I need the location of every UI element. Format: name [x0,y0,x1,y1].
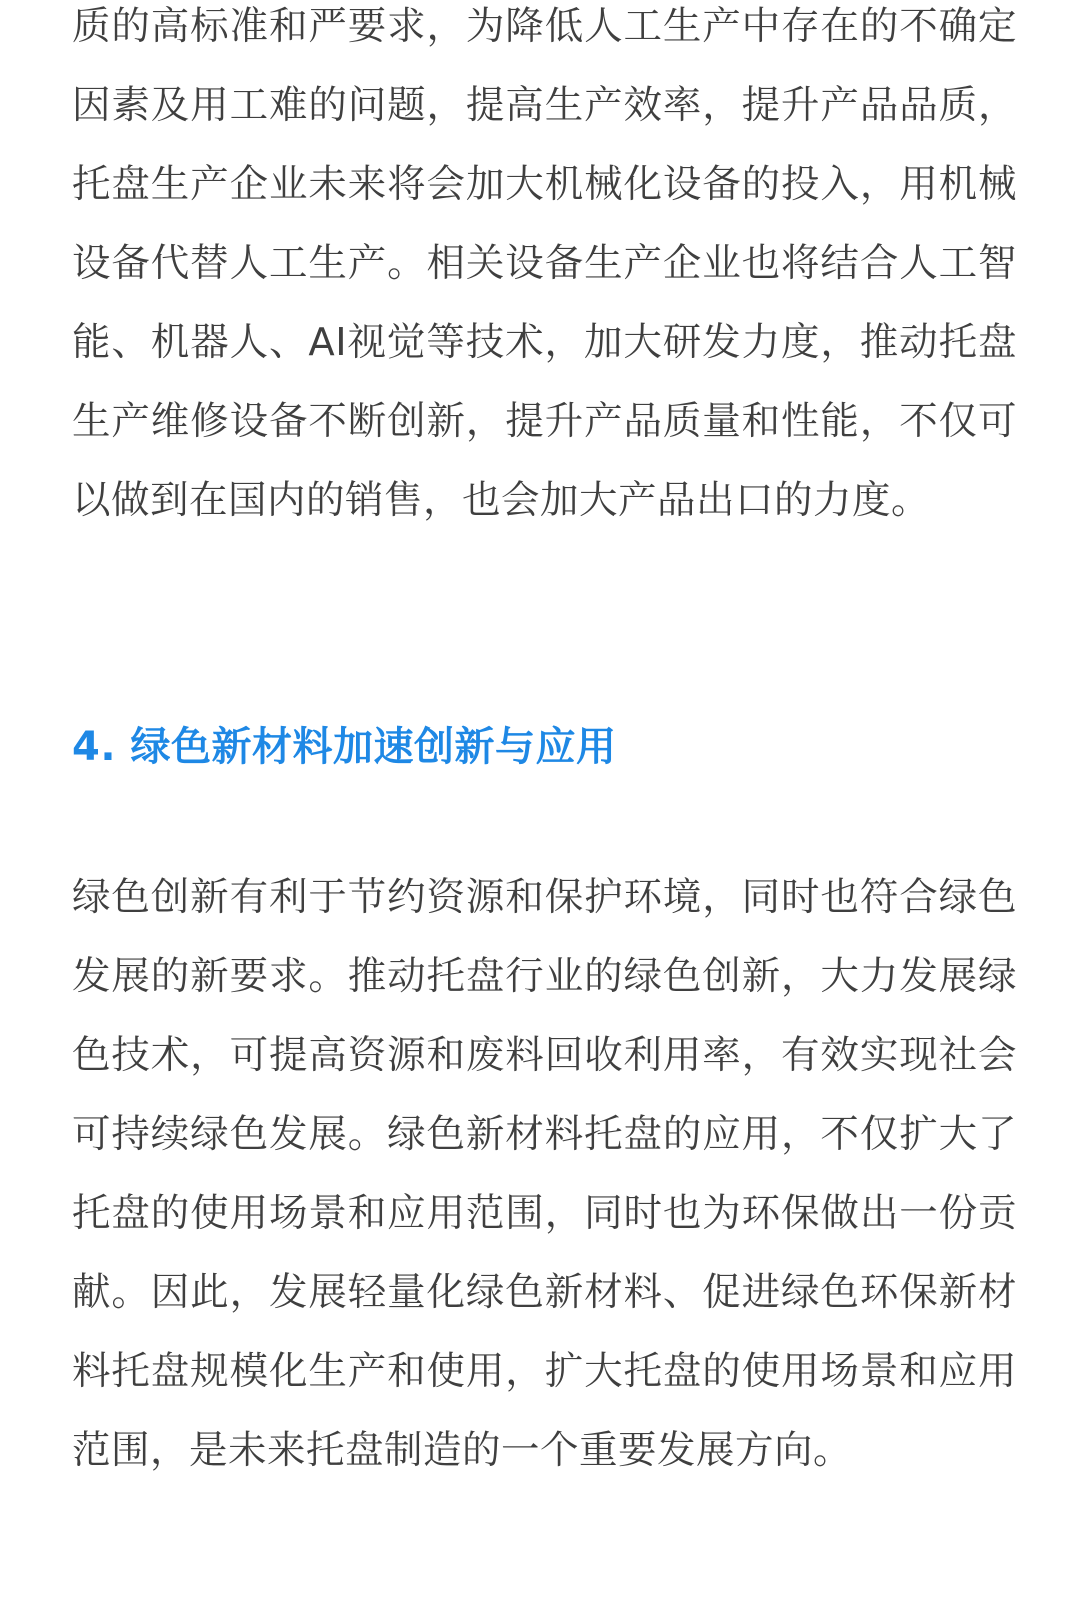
article-paragraph-green-innovation: 绿色创新有利于节约资源和保护环境，同时也符合绿色发展的新要求。推动托盘行业的绿色创新，大力发展绿色技术，可提高资源和废料回收利用率，有效实现社会可持续绿色发展。绿色新材料托盘的应用，不仅扩大了托盘的使用场景和应用范围，同时也为环保做出一份贡献。因此，发展轻量化绿色新材料、促进绿色环保新材料托盘规模化生产和使用，扩大托盘的使用场景和应用范围，是未来托盘制造的一个重要发展方向。 [72,875,1017,1473]
section-heading-green-materials: 4. 绿色新材料加速创新与应用 [72,724,617,770]
article-paragraph-automation: 质的高标准和严要求，为降低人工生产中存在的不确定因素及用工难的问题，提高生产效率，提升产品品质，托盘生产企业未来将会加大机械化设备的投入，用机械设备代替人工生产。相关设备生产企业也将结合人工智能、机器人、AI视觉等技术，加大研发力度，推动托盘生产维修设备不断创新，提升产品质量和性能，不仅可以做到在国内的销售，也会加大产品出口的力度。 [72,4,1017,523]
